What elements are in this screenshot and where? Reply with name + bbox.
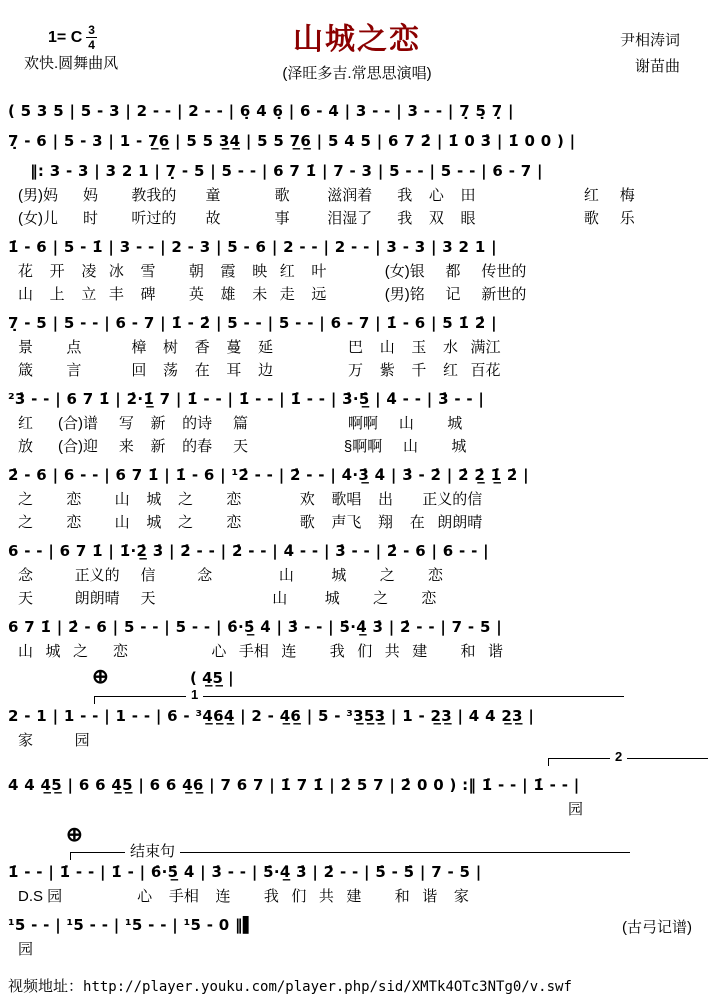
notation-line-5: 7̣ - 5 | 5 - - | 6 - 7 | 1̇ - 2̇ | 5 - - | 5 - - | 6 - 7 | 1̇ - 6 | 5 1̇ 2̇ | [8, 314, 497, 332]
lyrics-final-word: 园 [18, 941, 34, 958]
system-6 [8, 386, 706, 458]
pickup-notes: ( 4̲5̲ | [190, 669, 234, 687]
lyrics-chorus-1: 山 城 之 恋 心 手相 连 我 们 共 建 和 谐 [18, 643, 504, 660]
lyrics-male-3: 景 点 樟 树 香 蔓 延 巴 山 玉 水 满江 [18, 339, 501, 356]
notation-line-11: 4 4 4̲5̲ | 6 6 4̲5̲ | 6 6 4̲6̲ | 7 6 7 | 1̇ 7 1̇ | 2̇ 5 7 | 2̇ 0 0 ) :‖ 1̇ - - | 1̇ - - | [8, 776, 580, 794]
video-url: http://player.youku.com/player.php/sid/XMTk4OTc3NTg0/v.swf [83, 979, 572, 995]
system-12 [8, 825, 706, 908]
lyrics-ds-line: D.S 园 心 手相 连 我 们 共 建 和 谐 家 [18, 888, 469, 905]
ending-bracket [70, 843, 630, 861]
notation-line-7: 2̇ - 6 | 6 - - | 6 7 1̇ | 1̇ - 6 | ¹2̇ - - | 2̇ - - | 4̇·3̲̇ 4̇ | 3̇ - 2̇ | 2̇ 2̲̇ 1̲̇ 2̇ | [8, 466, 529, 484]
time-numerator: 3 [88, 23, 95, 37]
coda-icon-2: ⊕ [66, 824, 83, 846]
notation-line-2: 7̣ - 6 | 5 - 3 | 1 - 7̲6̲ | 5 5 3̲4̲ | 5 5 7̲6̲ | 5 4 5 | 6 7 2̇ | 1̇ 0 3̇ | 1̇ 0 0 ) | [8, 132, 576, 150]
notation-line-10: 2 - 1 | 1 - - | 1 - - | 6 - ³4̲6̲4̲ | 2 - 4̲6̲ | 5 - ³3̲5̲3̲ | 1 - 2̲3̲ | 4 4 2̲3̲ | [8, 707, 535, 725]
notation-line-9: 6 7 1̇ | 2̇ - 6 | 5 - - | 5 - - | 6̇·5̲̇ 4̇ | 3̇ - - | 5̇·4̲̇ 3̇ | 2̇ - - | 7 - 5 | [8, 618, 503, 636]
time-denominator: 4 [88, 38, 95, 52]
notation-credit: (古弓记谱) [622, 919, 692, 936]
lyrics-ending-word: 园 [568, 801, 584, 818]
credits-block [620, 28, 680, 79]
lyrics-verse1-c: 念 正义的 信 念 山 城 之 恋 [18, 567, 444, 584]
lyrics-female-3: 箴 言 回 荡 在 耳 边 万 紫 千 红 百花 [18, 362, 501, 379]
volta-1-label: 1 [186, 688, 203, 701]
video-label: 视频地址： [8, 978, 84, 995]
system-4 [8, 234, 706, 306]
lyrics-chorus-2: 家 园 [18, 732, 90, 749]
system-7 [8, 462, 706, 534]
system-8 [8, 538, 706, 610]
notation-line-3: ‖: 3 - 3 | 3 2 1 | 7̣ - 5 | 5 - - | 6 7 1̇ | 7 - 3 | 5 - - | 5 - - | 6 - 7 | [8, 162, 543, 180]
system-3 [8, 158, 706, 230]
lyrics-verse2-b: 之 恋 山 城 之 恋 歌 声飞 翔 在 朗朗晴 [18, 514, 483, 531]
ending-label: 结束句 [125, 844, 180, 859]
notation-line-6: ²3̇ - - | 6 7 1̇ | 2̇·1̲̇ 7 | 1̇ - - | 1̇ - - | 1̇ - - | 3̇·5̲̇ | 4̇ - - | 3̇ - - | [8, 390, 485, 408]
lyrics-verse1-a: 红 (合)谱 写 新 的诗 篇 啊啊 山 城 [18, 415, 463, 432]
coda-icon: ⊕ [92, 666, 109, 688]
system-10 [8, 667, 706, 752]
notation-line-12: 1̇ - - | 1̇ - - | 1̇ - | 6̇·5̲̇ 4̇ | 3̇ - - | 5̇·4̲̇ 3̇ | 2̇ - - | 5̇ - 5̇ | 7 - 5 | [8, 863, 482, 881]
composer-credit: 谢苗曲 [634, 57, 680, 75]
notation-line-4: 1̇ - 6 | 5 - 1̇ | 3 - - | 2 - 3 | 5 - 6 | 2 - - | 2 - - | 3 - 3 | 3 2 1 | [8, 238, 497, 256]
tempo-marking: 欢快.圆舞曲风 [24, 55, 119, 72]
lyrics-female-1: (女)儿 时 听过的 故 事 泪湿了 我 双 眼 歌 乐 [18, 210, 635, 227]
lyrics-male-1: (男)妈 妈 教我的 童 歌 滋润着 我 心 田 红 梅 [18, 187, 635, 204]
system-11 [8, 749, 706, 821]
lyricist-credit: 尹相涛词 [619, 32, 680, 49]
volta-2-bracket [548, 749, 708, 767]
volta-2-label: 2 [610, 750, 627, 763]
lyrics-verse2-a: 放 (合)迎 来 新 的春 天 §啊啊 山 城 [18, 438, 467, 455]
header [8, 6, 706, 92]
lyrics-female-2: 山 上 立 丰 碑 英 雄 未 走 远 (男)铭 记 新世的 [18, 286, 527, 303]
lyrics-male-2: 花 开 凌 冰 雪 朝 霞 映 红 叶 (女)银 都 传世的 [18, 263, 527, 280]
notation-line-13: ¹5 - - | ¹5 - - | ¹5 - - | ¹5 - 0 ‖▌ [8, 916, 255, 934]
lyrics-verse1-b: 之 恋 山 城 之 恋 欢 歌唱 出 正义的信 [18, 491, 483, 508]
system-13 [8, 912, 706, 961]
video-address [8, 975, 706, 996]
notation-line-1: ( 5 3 5 | 5 - 3 | 2 - - | 2 - - | 6̣ 4 6̣ | 6 - 4 | 3 - - | 3 - - | 7̣ 5̣ 7̣ | [8, 102, 514, 120]
system-1 [8, 98, 706, 124]
system-2 [8, 128, 706, 154]
song-title: 山城之恋 [293, 23, 421, 56]
system-9 [8, 614, 706, 663]
lyrics-verse2-c: 天 朗朗晴 天 山 城 之 恋 [18, 590, 437, 607]
title-block [8, 14, 706, 83]
notation-line-8: 6 - - | 6 7 1̇ | 1̇·2̲̇ 3̇ | 2̇ - - | 2̇ - - | 4̇ - - | 3̇ - - | 2̇ - 6 | 6 - - | [8, 542, 489, 560]
performers: (泽旺多吉.常思思演唱) [282, 65, 432, 82]
key-text: 1= C [48, 28, 83, 46]
system-5 [8, 310, 706, 382]
volta-1-bracket [94, 687, 624, 705]
